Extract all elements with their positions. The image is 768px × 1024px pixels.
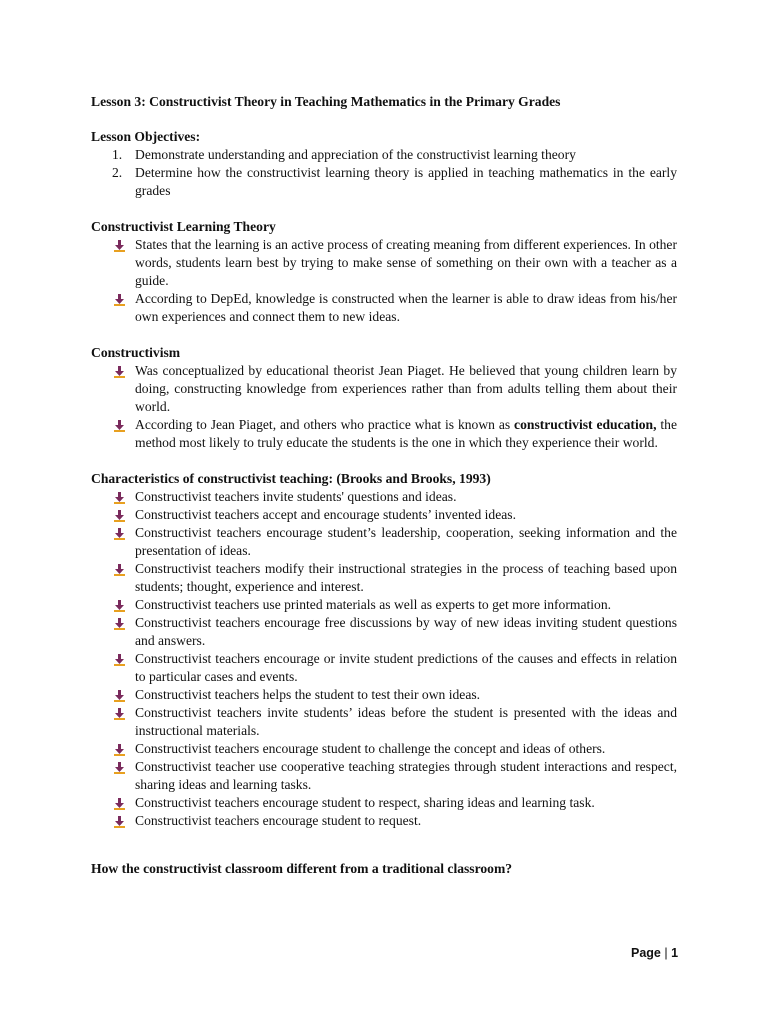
list-item bbox=[91, 650, 677, 686]
list-item-text: Constructivist teachers encourage or invite student predictions of the causes and effects in relation to particular cases and events. bbox=[135, 651, 677, 684]
list-item bbox=[91, 794, 677, 812]
list-item-text: Constructivist teacher use cooperative teaching strategies through student interactions and respect, sharing ideas and learning tasks. bbox=[135, 759, 677, 792]
list-item bbox=[91, 146, 677, 164]
document-content bbox=[91, 93, 677, 878]
page-footer bbox=[631, 944, 678, 962]
list-item bbox=[91, 416, 677, 452]
arrow-bullet-icon bbox=[114, 797, 125, 809]
question-heading: How the constructivist classroom different from a traditional classroom? bbox=[91, 861, 513, 876]
list-item-text: Constructivist teachers accept and encourage students’ invented ideas. bbox=[135, 507, 516, 522]
objectives-section bbox=[91, 128, 677, 200]
list-item bbox=[91, 506, 677, 524]
arrow-bullet-icon bbox=[114, 239, 125, 251]
arrow-bullet-icon bbox=[114, 707, 125, 719]
constructivism-list bbox=[91, 362, 677, 452]
arrow-bullet-icon bbox=[114, 599, 125, 611]
list-number: 2. bbox=[112, 165, 123, 180]
list-item-text-end: the method most likely to truly educate the students is the one in which they experience their world. bbox=[135, 417, 677, 450]
list-item bbox=[91, 524, 677, 560]
list-item-text-start: According to Jean Piaget, and others who practice what is known as bbox=[135, 417, 515, 432]
arrow-bullet-icon bbox=[114, 761, 125, 773]
arrow-bullet-icon bbox=[114, 653, 125, 665]
learning-theory-heading: Constructivist Learning Theory bbox=[91, 219, 276, 234]
list-item bbox=[91, 362, 677, 416]
list-item-text: Constructivist teachers encourage student to respect, sharing ideas and learning task. bbox=[135, 795, 595, 810]
arrow-bullet-icon bbox=[114, 365, 125, 377]
arrow-bullet-icon bbox=[114, 293, 125, 305]
page-separator: | bbox=[664, 946, 668, 960]
learning-theory-section bbox=[91, 218, 677, 326]
list-item-text: Constructivist teachers invite students' questions and ideas. bbox=[135, 489, 457, 504]
arrow-bullet-icon bbox=[114, 743, 125, 755]
constructivism-heading: Constructivism bbox=[91, 345, 181, 360]
list-number: 1. bbox=[112, 147, 123, 162]
list-item-text: Demonstrate understanding and appreciation of the constructivist learning theory bbox=[135, 147, 576, 162]
arrow-bullet-icon bbox=[114, 617, 125, 629]
list-item-text: Constructivist teachers invite students’ ideas before the student is presented with the ideas and instructional materials. bbox=[135, 705, 677, 738]
list-item-text: Constructivist teachers encourage student to request. bbox=[135, 813, 422, 828]
characteristics-heading: Characteristics of constructivist teaching: (Brooks and Brooks, 1993) bbox=[91, 471, 491, 486]
list-item-text: Constructivist teachers encourage free discussions by way of new ideas inviting student questions and answers. bbox=[135, 615, 677, 648]
arrow-bullet-icon bbox=[114, 491, 125, 503]
list-item-text: Constructivist teachers encourage student’s leadership, cooperation, seeking information and the presentation of ideas. bbox=[135, 525, 677, 558]
arrow-bullet-icon bbox=[114, 689, 125, 701]
list-item-text: Constructivist teachers encourage student to challenge the concept and ideas of others. bbox=[135, 741, 606, 756]
list-item-text: Constructivist teachers modify their instructional strategies in the process of teaching based upon students; thought, experience and interest. bbox=[135, 561, 677, 594]
list-item bbox=[91, 758, 677, 794]
arrow-bullet-icon bbox=[114, 527, 125, 539]
arrow-bullet-icon bbox=[114, 815, 125, 827]
list-item bbox=[91, 290, 677, 326]
objectives-list bbox=[91, 146, 677, 200]
arrow-bullet-icon bbox=[114, 509, 125, 521]
list-item bbox=[91, 704, 677, 740]
list-item bbox=[91, 560, 677, 596]
constructivism-section bbox=[91, 344, 677, 452]
learning-theory-list bbox=[91, 236, 677, 326]
list-item bbox=[91, 740, 677, 758]
objectives-heading: Lesson Objectives: bbox=[91, 129, 201, 144]
arrow-bullet-icon bbox=[114, 563, 125, 575]
list-item bbox=[91, 488, 677, 506]
list-item-text: According to DepEd, knowledge is constructed when the learner is able to draw ideas from his/her own experiences and connect them to new ideas. bbox=[135, 291, 677, 324]
characteristics-section bbox=[91, 470, 677, 830]
list-item bbox=[91, 236, 677, 290]
arrow-bullet-icon bbox=[114, 419, 125, 431]
list-item bbox=[91, 164, 677, 200]
lesson-title: Lesson 3: Constructivist Theory in Teaching Mathematics in the Primary Grades bbox=[91, 94, 561, 109]
list-item-text: Constructivist teachers use printed materials as well as experts to get more information. bbox=[135, 597, 612, 612]
list-item-text: Was conceptualized by educational theorist Jean Piaget. He believed that young children learn by doing, constructing knowledge from experiences rather than from adults telling them about their world. bbox=[135, 363, 677, 414]
list-item bbox=[91, 596, 677, 614]
constructivist-education-term: constructivist education, bbox=[514, 417, 657, 432]
list-item-text: Constructivist teachers helps the student to test their own ideas. bbox=[135, 687, 481, 702]
list-item bbox=[91, 614, 677, 650]
list-item-text: Determine how the constructivist learning theory is applied in teaching mathematics in the early grades bbox=[135, 165, 677, 198]
list-item-text: States that the learning is an active process of creating meaning from different experiences. In other words, students learn best by trying to make sense of something on their own with a teacher as a guide. bbox=[135, 237, 677, 288]
page-number: 1 bbox=[671, 946, 679, 960]
page-label: Page bbox=[631, 946, 661, 960]
list-item bbox=[91, 686, 677, 704]
characteristics-list bbox=[91, 488, 677, 830]
list-item bbox=[91, 812, 677, 830]
